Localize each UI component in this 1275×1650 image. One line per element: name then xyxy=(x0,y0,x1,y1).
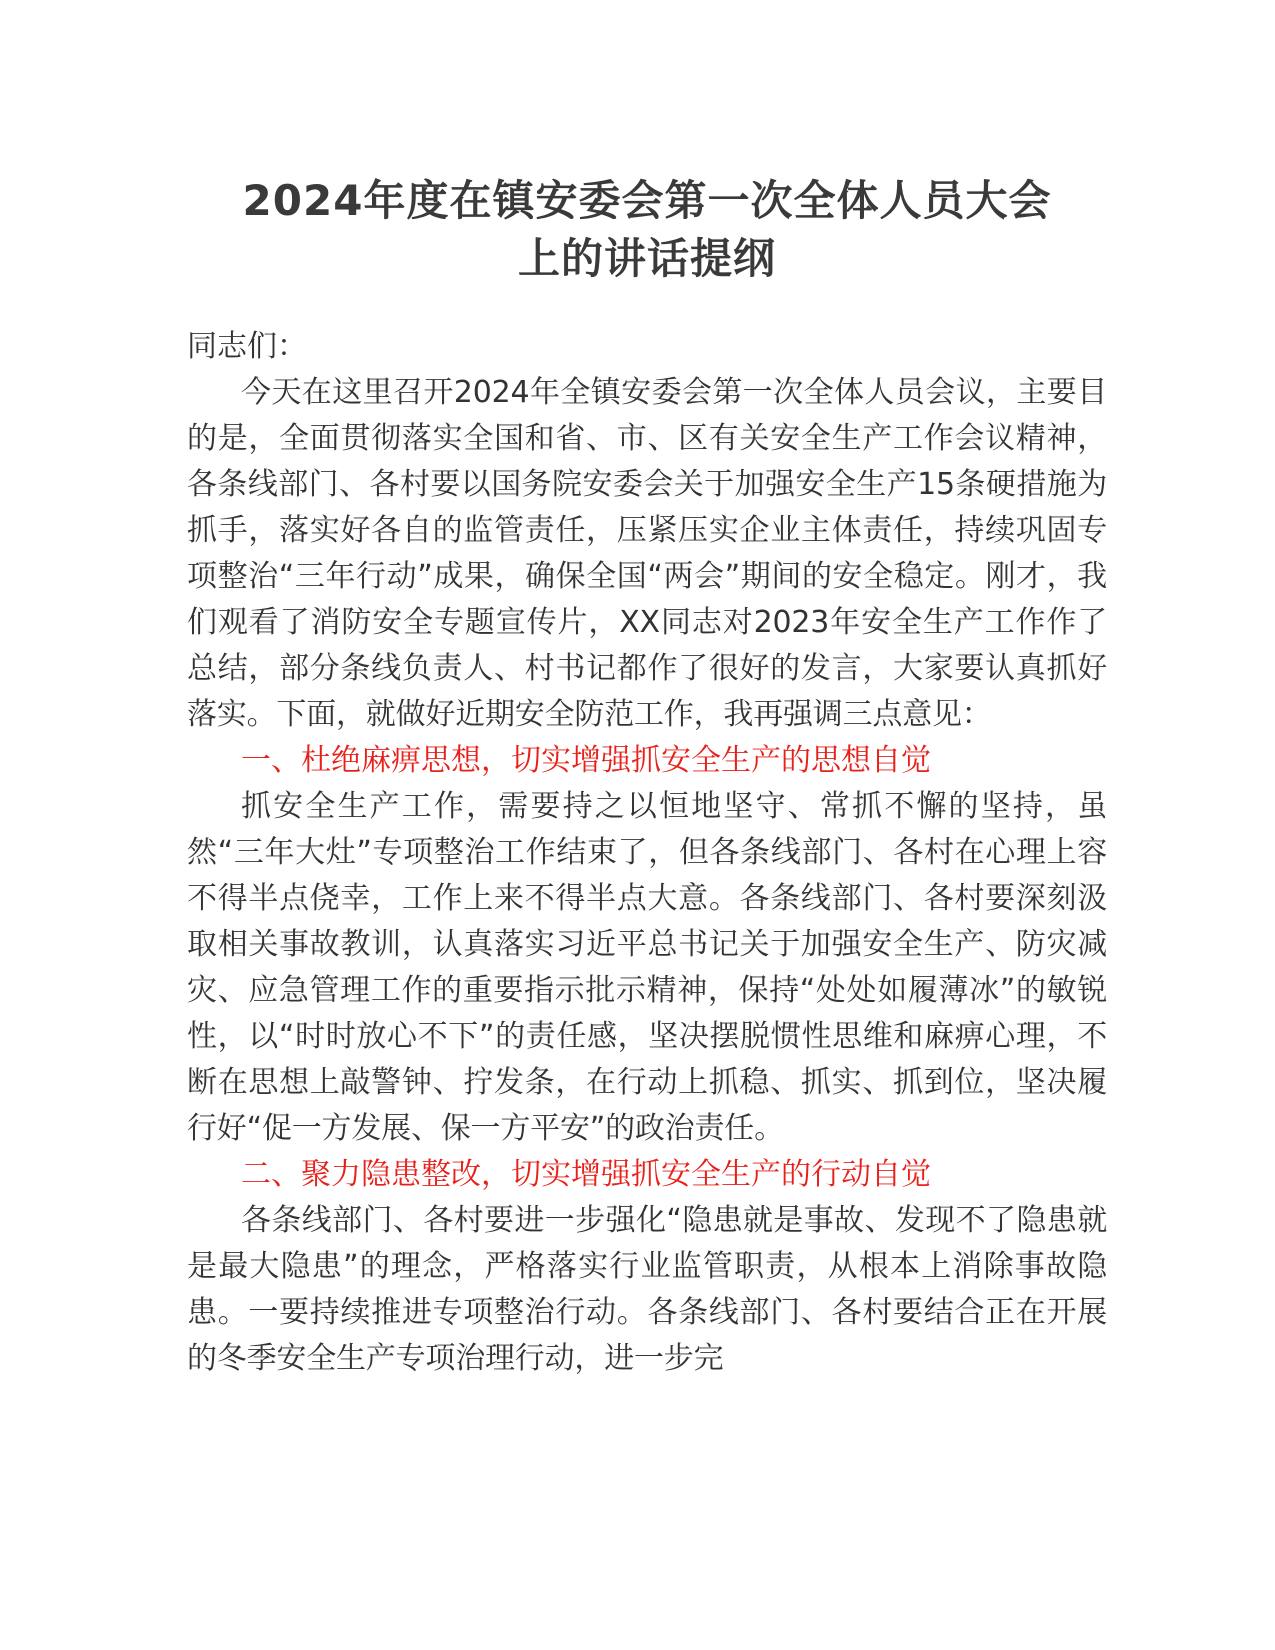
section-2-paragraph: 各条线部门、各村要进一步强化“隐患就是事故、发现不了隐患就是最大隐患”的理念，严格落实行业监管职责，从根本上消除事故隐患。一要持续推进专项整治行动。各条线部门、各村要结合正在开展的冬季安全生产专项治理行动，进一步完 xyxy=(187,1203,1107,1376)
document-body xyxy=(187,324,1107,1382)
section-1-paragraph: 抓安全生产工作，需要持之以恒地坚守、常抓不懈的坚持，虽然“三年大灶”专项整治工作结束了，但各条线部门、各村在心理上容不得半点侥幸，工作上来不得半点大意。各条线部门、各村要深刻汲取相关事故教训，认真落实习近平总书记关于加强安全生产、防灾减灾、应急管理工作的重要指示批示精神，保持“处处如履薄冰”的敏锐性，以“时时放心不下”的责任感，坚决摆脱惯性思维和麻痹心理，不断在思想上敲警钟、拧发条，在行动上抓稳、抓实、抓到位，坚决履行好“促一方发展、保一方平安”的政治责任。 xyxy=(187,789,1107,1146)
document-title xyxy=(187,172,1107,288)
section-1-heading: 一、杜绝麻痹思想，切实增强抓安全生产的思想自觉 xyxy=(241,743,931,778)
intro-paragraph: 今天在这里召开2024年全镇安委会第一次全体人员会议，主要目的是，全面贯彻落实全国和省、市、区有关安全生产工作会议精神，各条线部门、各村要以国务院安委会关于加强安全生产15条硬措施为抓手，落实好各自的监管责任，压紧压实企业主体责任，持续巩固专项整治“三年行动”成果，确保全国“两会”期间的安全稳定。刚才，我们观看了消防安全专题宣传片，XX同志对2023年安全生产工作作了总结，部分条线负责人、村书记都作了很好的发言，大家要认真抓好落实。下面，就做好近期安全防范工作，我再强调三点意见： xyxy=(187,375,1107,732)
document-page xyxy=(187,172,1107,1382)
title-line-2: 上的讲话提纲 xyxy=(517,234,776,283)
section-2-heading: 二、聚力隐患整改，切实增强抓安全生产的行动自觉 xyxy=(241,1157,931,1192)
salutation: 同志们： xyxy=(187,329,307,364)
title-line-1: 2024年度在镇安委会第一次全体人员大会 xyxy=(242,176,1052,225)
